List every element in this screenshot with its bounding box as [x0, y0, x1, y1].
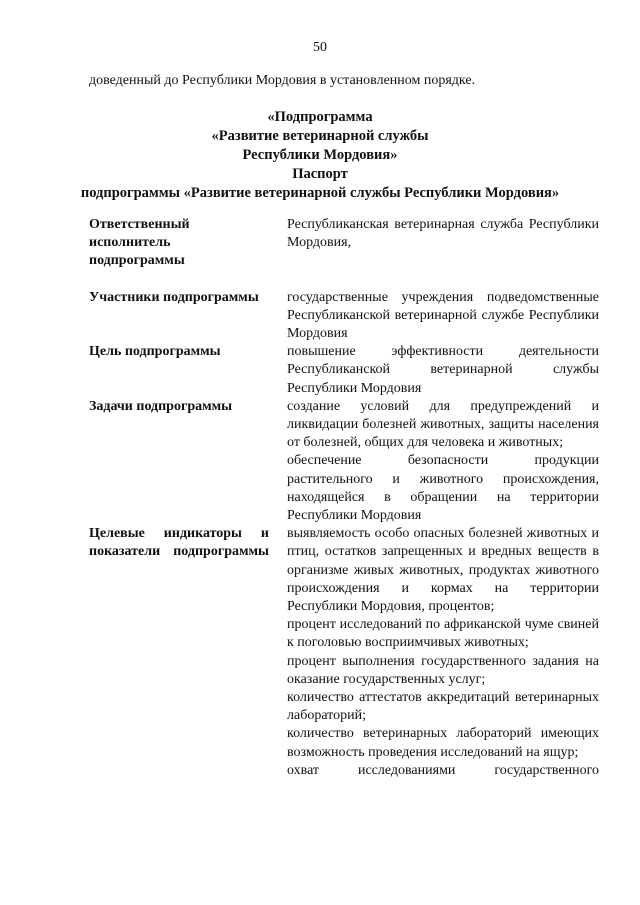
row-value [287, 343, 599, 398]
row-value-paragraph: охват исследованиями государственного [287, 762, 599, 778]
passport-row-tasks [89, 398, 599, 525]
heading-line-2: «Развитие ветеринарной службы [211, 128, 429, 144]
subprogram-heading [0, 108, 640, 203]
row-value-paragraph: количество ветеринарных лабораторий имеющих возможность проведения исследований на ящур; [287, 726, 599, 760]
row-value-paragraph: повышение эффективности деятельности Республиканской ветеринарной службы Республики Мордовия [287, 344, 599, 396]
passport-table [89, 216, 599, 780]
row-value-paragraph: количество аттестатов аккредитаций ветеринарных лабораторий; [287, 690, 599, 724]
row-value [287, 525, 599, 780]
passport-row-participants [89, 289, 599, 344]
passport-row-goal [89, 343, 599, 398]
row-value-paragraph: государственные учреждения подведомственные Республиканской ветеринарной службе Республики Мордовия [287, 289, 599, 342]
row-value-paragraph: создание условий для предупреждений и ликвидации болезней животных, защиты населения от болезней, общих для человека и животных; [287, 398, 599, 451]
row-label: Цель подпрограммы [89, 344, 221, 360]
row-value [287, 398, 599, 525]
page-number: 50 [313, 40, 327, 55]
row-label: Задачи подпрограммы [89, 398, 233, 414]
row-value-paragraph: процент исследований по африканской чуме свиней к поголовью восприимчивых животных; [287, 617, 599, 651]
heading-line-1: «Подпрограмма [267, 109, 373, 125]
row-label: Ответственный исполнитель подпрограммы [89, 217, 190, 269]
row-value-paragraph: выявляемость особо опасных болезней животных и птиц, остатков запрещенных и вредных веществ в организме живых животных, продуктах животного происхождения и кормах на территории Республики Мордовия, процентов; [287, 526, 599, 615]
row-value-paragraph: процент выполнения государственного задания на оказание государственных услуг; [287, 653, 599, 687]
row-value [287, 289, 599, 344]
row-value-paragraph: обеспечение безопасности продукции растительного и животного происхождения, находящейся в обращении на территории Республики Мордовия [287, 453, 599, 524]
passport-row-responsible [89, 216, 599, 271]
passport-row-indicators [89, 525, 599, 780]
heading-line-3: Республики Мордовия» [242, 147, 398, 163]
heading-line-5: подпрограммы «Развитие ветеринарной службы Республики Мордовия» [80, 185, 560, 201]
row-value [287, 216, 599, 271]
heading-line-4: Паспорт [292, 166, 348, 182]
row-label: Участники подпрограммы [89, 289, 259, 305]
intro-line: доведенный до Республики Мордовия в установленном порядке. [89, 73, 476, 88]
row-label: Целевые индикаторы и показатели подпрограммы [89, 526, 269, 560]
row-value-paragraph: Республиканская ветеринарная служба Республики Мордовия, [287, 217, 599, 251]
